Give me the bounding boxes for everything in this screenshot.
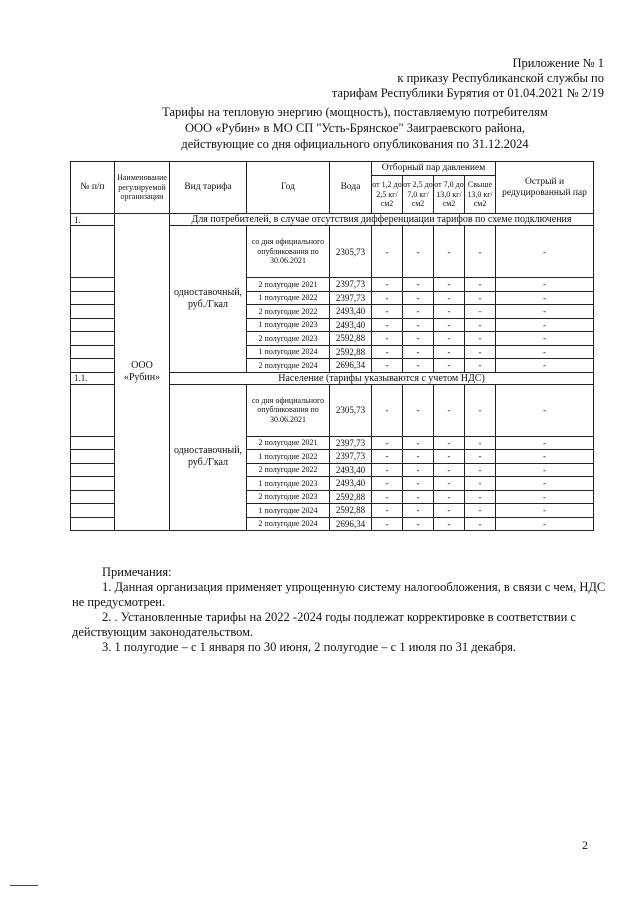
water-value: 2592,88 xyxy=(330,345,372,359)
steam-value: - xyxy=(465,436,496,450)
steam-value: - xyxy=(372,278,403,292)
col-header-type: Вид тарифа xyxy=(170,162,247,214)
water-value: 2493,40 xyxy=(330,318,372,332)
steam-value: - xyxy=(434,305,465,319)
steam-value: - xyxy=(372,450,403,464)
sharp-steam-value: - xyxy=(496,490,594,504)
row-number-empty xyxy=(71,504,115,518)
steam-value: - xyxy=(465,291,496,305)
steam-value: - xyxy=(403,291,434,305)
row-number-empty xyxy=(71,226,115,278)
col-header-sharp-steam: Острый и редуцированный пар xyxy=(496,162,594,214)
steam-value: - xyxy=(403,226,434,278)
period-cell: 1 полугодие 2022 xyxy=(247,450,330,464)
sharp-steam-value: - xyxy=(496,517,594,531)
period-cell: 1 полугодие 2024 xyxy=(247,345,330,359)
row-number-empty xyxy=(71,305,115,319)
row-number-empty xyxy=(71,450,115,464)
steam-value: - xyxy=(465,278,496,292)
row-number-empty xyxy=(71,318,115,332)
steam-value: - xyxy=(403,318,434,332)
row-number-empty xyxy=(71,345,115,359)
steam-value: - xyxy=(434,450,465,464)
steam-value: - xyxy=(465,517,496,531)
section-band: Население (тарифы указываются с учетом НДС) xyxy=(170,372,594,384)
steam-value: - xyxy=(465,332,496,346)
sharp-steam-value: - xyxy=(496,450,594,464)
steam-value: - xyxy=(465,477,496,491)
col-header-steam-group: Отборный пар давлением xyxy=(372,162,496,176)
steam-value: - xyxy=(372,490,403,504)
steam-value: - xyxy=(465,450,496,464)
period-cell: 2 полугодие 2023 xyxy=(247,490,330,504)
row-number-empty xyxy=(71,332,115,346)
col-header-pressure-4: Свыше 13,0 кг/см2 xyxy=(465,176,496,214)
period-cell: 2 полугодие 2021 xyxy=(247,278,330,292)
col-header-org: Наименование регулируемой организации xyxy=(115,162,170,214)
steam-value: - xyxy=(434,278,465,292)
steam-value: - xyxy=(403,384,434,436)
steam-value: - xyxy=(372,318,403,332)
steam-value: - xyxy=(434,490,465,504)
steam-value: - xyxy=(403,490,434,504)
steam-value: - xyxy=(465,305,496,319)
steam-value: - xyxy=(434,359,465,373)
sharp-steam-value: - xyxy=(496,226,594,278)
steam-value: - xyxy=(465,490,496,504)
row-number-empty xyxy=(71,384,115,436)
water-value: 2493,40 xyxy=(330,477,372,491)
row-number-empty xyxy=(71,359,115,373)
org-name: ООО «Рубин» xyxy=(115,214,170,531)
band-row xyxy=(71,214,594,226)
steam-value: - xyxy=(434,477,465,491)
sharp-steam-value: - xyxy=(496,318,594,332)
period-cell: 2 полугодие 2022 xyxy=(247,463,330,477)
row-number-empty xyxy=(71,490,115,504)
sharp-steam-value: - xyxy=(496,463,594,477)
period-cell: 2 полугодие 2024 xyxy=(247,359,330,373)
steam-value: - xyxy=(434,345,465,359)
steam-value: - xyxy=(403,450,434,464)
sharp-steam-value: - xyxy=(496,305,594,319)
document-header xyxy=(332,56,604,101)
steam-value: - xyxy=(434,384,465,436)
note-item: 2. . Установленные тарифы на 2022 -2024 годы подлежат корректировке в соответствии с действующим законодательством. xyxy=(72,610,576,639)
steam-value: - xyxy=(403,517,434,531)
water-value: 2305,73 xyxy=(330,384,372,436)
col-header-water: Вода xyxy=(330,162,372,214)
steam-value: - xyxy=(372,517,403,531)
title-line-2: ООО «Рубин» в МО СП "Усть-Брянское" Заиграевского района, xyxy=(184,121,526,135)
row-number-empty xyxy=(71,278,115,292)
footer-rule xyxy=(10,885,38,886)
steam-value: - xyxy=(372,436,403,450)
water-value: 2696,34 xyxy=(330,359,372,373)
sharp-steam-value: - xyxy=(496,359,594,373)
steam-value: - xyxy=(372,384,403,436)
notes-heading: Примечания: xyxy=(102,565,172,579)
header-line-2: к приказу Республиканской службы по xyxy=(397,71,604,85)
col-header-year: Год xyxy=(247,162,330,214)
steam-value: - xyxy=(403,436,434,450)
col-header-pressure-3: от 7,0 до 13,0 кг/см2 xyxy=(434,176,465,214)
sharp-steam-value: - xyxy=(496,278,594,292)
steam-value: - xyxy=(372,463,403,477)
steam-value: - xyxy=(372,504,403,518)
steam-value: - xyxy=(434,318,465,332)
steam-value: - xyxy=(403,359,434,373)
water-value: 2493,40 xyxy=(330,305,372,319)
sharp-steam-value: - xyxy=(496,291,594,305)
row-number-empty xyxy=(71,291,115,305)
water-value: 2397,73 xyxy=(330,436,372,450)
period-cell: 2 полугодие 2023 xyxy=(247,332,330,346)
col-header-pressure-2: от 2,5 до 7,0 кг/см2 xyxy=(403,176,434,214)
header-line-1: Приложение № 1 xyxy=(512,56,604,70)
steam-value: - xyxy=(372,477,403,491)
steam-value: - xyxy=(434,436,465,450)
steam-value: - xyxy=(403,332,434,346)
tariff-type: одноставочный, руб./Гкал xyxy=(170,226,247,373)
steam-value: - xyxy=(403,504,434,518)
steam-value: - xyxy=(465,463,496,477)
period-cell: 1 полугодие 2022 xyxy=(247,291,330,305)
header-line-3: тарифам Республики Бурятия от 01.04.2021 № 2/19 xyxy=(331,86,604,100)
steam-value: - xyxy=(372,226,403,278)
row-number: 1.1. xyxy=(71,372,115,384)
steam-value: - xyxy=(465,345,496,359)
steam-value: - xyxy=(434,504,465,518)
water-value: 2397,73 xyxy=(330,450,372,464)
period-cell: со дня официального опубликования по 30.06.2021 xyxy=(247,226,330,278)
steam-value: - xyxy=(403,345,434,359)
period-cell: 1 полугодие 2023 xyxy=(247,477,330,491)
page-number: 2 xyxy=(582,838,588,852)
water-value: 2592,88 xyxy=(330,332,372,346)
steam-value: - xyxy=(372,332,403,346)
steam-value: - xyxy=(434,332,465,346)
sharp-steam-value: - xyxy=(496,332,594,346)
sharp-steam-value: - xyxy=(496,504,594,518)
steam-value: - xyxy=(403,278,434,292)
steam-value: - xyxy=(434,291,465,305)
sharp-steam-value: - xyxy=(496,436,594,450)
steam-value: - xyxy=(434,226,465,278)
water-value: 2397,73 xyxy=(330,291,372,305)
tariff-table xyxy=(70,161,594,531)
col-header-num: № п/п xyxy=(71,162,115,214)
title-line-1: Тарифы на тепловую энергию (мощность), поставляемую потребителям xyxy=(162,105,548,119)
water-value: 2696,34 xyxy=(330,517,372,531)
sharp-steam-value: - xyxy=(496,345,594,359)
steam-value: - xyxy=(372,345,403,359)
steam-value: - xyxy=(465,384,496,436)
water-value: 2397,73 xyxy=(330,278,372,292)
water-value: 2493,40 xyxy=(330,463,372,477)
note-item: 3. 1 полугодие – с 1 января по 30 июня, 2 полугодие – с 1 июля по 31 декабря. xyxy=(102,640,517,654)
steam-value: - xyxy=(465,359,496,373)
section-band: Для потребителей, в случае отсутствия дифференциации тарифов по схеме подключения xyxy=(170,214,594,226)
period-cell: 2 полугодие 2022 xyxy=(247,305,330,319)
steam-value: - xyxy=(372,359,403,373)
row-number-empty xyxy=(71,436,115,450)
water-value: 2592,88 xyxy=(330,504,372,518)
steam-value: - xyxy=(403,305,434,319)
row-number-empty xyxy=(71,517,115,531)
steam-value: - xyxy=(403,463,434,477)
row-number: 1. xyxy=(71,214,115,226)
document-title xyxy=(120,104,590,152)
steam-value: - xyxy=(465,226,496,278)
water-value: 2592,88 xyxy=(330,490,372,504)
row-number-empty xyxy=(71,463,115,477)
period-cell: 1 полугодие 2023 xyxy=(247,318,330,332)
steam-value: - xyxy=(434,517,465,531)
period-cell: 1 полугодие 2024 xyxy=(247,504,330,518)
notes-block xyxy=(72,565,612,655)
note-item: 1. Данная организация применяет упрощенную систему налогообложения, в связи с чем, НДС не предусмотрен. xyxy=(72,580,606,609)
steam-value: - xyxy=(372,291,403,305)
col-header-pressure-1: от 1,2 до 2,5 кг/см2 xyxy=(372,176,403,214)
steam-value: - xyxy=(403,477,434,491)
tariff-type: одноставочный, руб./Гкал xyxy=(170,384,247,531)
period-cell: 2 полугодие 2024 xyxy=(247,517,330,531)
period-cell: 2 полугодие 2021 xyxy=(247,436,330,450)
steam-value: - xyxy=(372,305,403,319)
title-line-3: действующие со дня официального опубликования по 31.12.2024 xyxy=(181,137,529,151)
water-value: 2305,73 xyxy=(330,226,372,278)
steam-value: - xyxy=(465,504,496,518)
sharp-steam-value: - xyxy=(496,384,594,436)
steam-value: - xyxy=(434,463,465,477)
row-number-empty xyxy=(71,477,115,491)
steam-value: - xyxy=(465,318,496,332)
sharp-steam-value: - xyxy=(496,477,594,491)
period-cell: со дня официального опубликования по 30.06.2021 xyxy=(247,384,330,436)
